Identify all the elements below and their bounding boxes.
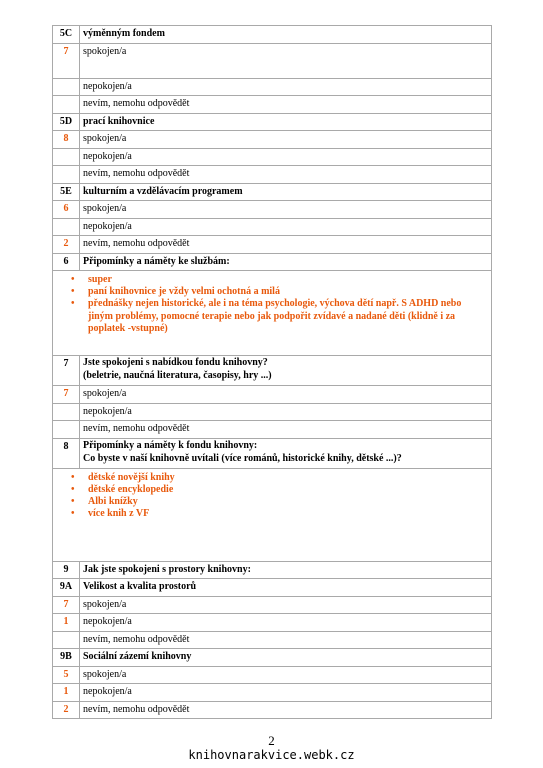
answer-label: nevím, nemohu odpovědět xyxy=(80,96,492,114)
question-number: 7 xyxy=(53,356,80,386)
section-code: 5C xyxy=(53,26,80,44)
comment-item xyxy=(71,495,488,508)
question-title: Jak jste spokojeni s prostory knihovny: xyxy=(83,563,251,575)
comments-row xyxy=(53,271,492,356)
comments-list xyxy=(56,472,488,521)
answer-count xyxy=(53,96,80,114)
comment-text: paní knihovnice je vždy velmi ochotná a milá xyxy=(88,286,280,298)
comment-text: dětské novější knihy xyxy=(88,471,175,483)
answer-row xyxy=(53,218,492,236)
question-number: 6 xyxy=(53,253,80,271)
section-code: 5D xyxy=(53,113,80,131)
bullet-icon: • xyxy=(71,508,75,520)
question-subtitle: Co byste v naší knihovně uvítali (více románů, historické knihy, dětské ...)? xyxy=(83,452,402,464)
answer-count xyxy=(53,148,80,166)
answer-count xyxy=(53,78,80,96)
comment-item xyxy=(71,274,488,286)
answer-row xyxy=(53,684,492,702)
bullet-icon: • xyxy=(71,495,75,507)
question-number: 8 xyxy=(53,438,80,468)
comment-text: více knih z VF xyxy=(88,508,150,520)
bullet-icon: • xyxy=(71,286,75,298)
answer-row xyxy=(53,403,492,421)
answer-label: nevím, nemohu odpovědět xyxy=(80,166,492,184)
comments-row xyxy=(53,468,492,561)
section-row xyxy=(53,113,492,131)
answer-count: 5 xyxy=(53,666,80,684)
answer-label: spokojen/a xyxy=(80,131,492,149)
section-code: 9B xyxy=(53,649,80,667)
section-row xyxy=(53,183,492,201)
answer-row xyxy=(53,631,492,649)
bullet-icon: • xyxy=(71,471,75,483)
survey-table xyxy=(52,25,492,719)
answer-label: nepokojen/a xyxy=(80,148,492,166)
comments-cell xyxy=(53,271,492,356)
question-subtitle: (beletrie, naučná literatura, časopisy, hry ...) xyxy=(83,370,272,381)
comment-item xyxy=(71,471,488,484)
section-row xyxy=(53,649,492,667)
survey-table-body xyxy=(53,26,492,719)
answer-label: nepokojen/a xyxy=(80,218,492,236)
answer-row xyxy=(53,421,492,439)
answer-label: spokojen/a xyxy=(80,386,492,404)
answer-row xyxy=(53,96,492,114)
comments-list xyxy=(56,274,488,335)
comment-item xyxy=(71,508,488,520)
answer-row xyxy=(53,201,492,219)
answer-count: 7 xyxy=(53,596,80,614)
answer-row xyxy=(53,131,492,149)
comments-cell xyxy=(53,468,492,561)
answer-count: 7 xyxy=(53,43,80,78)
question-title: Připomínky a náměty ke službám: xyxy=(83,255,230,267)
answer-label: nevím, nemohu odpovědět xyxy=(80,631,492,649)
question-row xyxy=(53,438,492,468)
comment-text: dětské encyklopedie xyxy=(88,483,174,495)
answer-label: spokojen/a xyxy=(80,666,492,684)
section-title: kulturním a vzdělávacím programem xyxy=(80,183,492,201)
answer-label: spokojen/a xyxy=(80,201,492,219)
answer-count: 2 xyxy=(53,236,80,254)
section-code: 9A xyxy=(53,579,80,597)
answer-row xyxy=(53,148,492,166)
question-row xyxy=(53,253,492,271)
answer-count xyxy=(53,403,80,421)
question-text xyxy=(80,356,492,386)
section-row xyxy=(53,26,492,44)
comment-text: super xyxy=(88,274,112,285)
answer-count xyxy=(53,631,80,649)
answer-count: 7 xyxy=(53,386,80,404)
answer-label: spokojen/a xyxy=(80,596,492,614)
answer-row xyxy=(53,236,492,254)
section-title: Sociální zázemí knihovny xyxy=(80,649,492,667)
answer-count: 8 xyxy=(53,131,80,149)
answer-row xyxy=(53,614,492,632)
comment-text: přednášky nejen historické, ale i na téma psychologie, výchova dětí např. S ADHD nebo jiným problémy, pomocné terapie nebo jak podpořit zvídavé a nadané děti (klidně i za poplatek -vstupné) xyxy=(88,298,462,334)
comment-item xyxy=(71,483,488,496)
answer-row xyxy=(53,701,492,719)
question-text xyxy=(80,561,492,579)
answer-label: spokojen/a xyxy=(80,43,492,78)
answer-label: nepokojen/a xyxy=(80,78,492,96)
page-number: 2 xyxy=(268,733,275,748)
bullet-icon: • xyxy=(71,483,75,495)
answer-label: nevím, nemohu odpovědět xyxy=(80,236,492,254)
section-title: výměnným fondem xyxy=(80,26,492,44)
comment-item xyxy=(71,286,488,298)
answer-row xyxy=(53,78,492,96)
answer-label: nevím, nemohu odpovědět xyxy=(80,421,492,439)
question-title: Jste spokojeni s nabídkou fondu knihovny? xyxy=(83,357,268,368)
comment-item xyxy=(71,298,488,335)
answer-count xyxy=(53,421,80,439)
comment-text: Albi knížky xyxy=(88,495,138,507)
bullet-icon: • xyxy=(71,274,75,285)
answer-label: nepokojen/a xyxy=(80,614,492,632)
question-text xyxy=(80,253,492,271)
answer-row xyxy=(53,666,492,684)
answer-count: 1 xyxy=(53,614,80,632)
answer-row xyxy=(53,386,492,404)
question-row xyxy=(53,356,492,386)
section-title: Velikost a kvalita prostorů xyxy=(80,579,492,597)
question-row xyxy=(53,561,492,579)
section-code: 5E xyxy=(53,183,80,201)
question-title: Připomínky a náměty k fondu knihovny: xyxy=(83,439,258,451)
footer-url: knihovnarakvice.webk.cz xyxy=(188,748,355,762)
question-text xyxy=(80,438,492,468)
answer-row xyxy=(53,596,492,614)
answer-label: nepokojen/a xyxy=(80,684,492,702)
question-number: 9 xyxy=(53,561,80,579)
answer-count: 2 xyxy=(53,701,80,719)
answer-row xyxy=(53,166,492,184)
answer-row xyxy=(53,43,492,78)
answer-label: nepokojen/a xyxy=(80,403,492,421)
answer-count: 1 xyxy=(53,684,80,702)
section-row xyxy=(53,579,492,597)
section-title: prací knihovnice xyxy=(80,113,492,131)
answer-count xyxy=(53,166,80,184)
answer-count xyxy=(53,218,80,236)
bullet-icon: • xyxy=(71,298,75,310)
answer-label: nevím, nemohu odpovědět xyxy=(80,701,492,719)
answer-count: 6 xyxy=(53,201,80,219)
